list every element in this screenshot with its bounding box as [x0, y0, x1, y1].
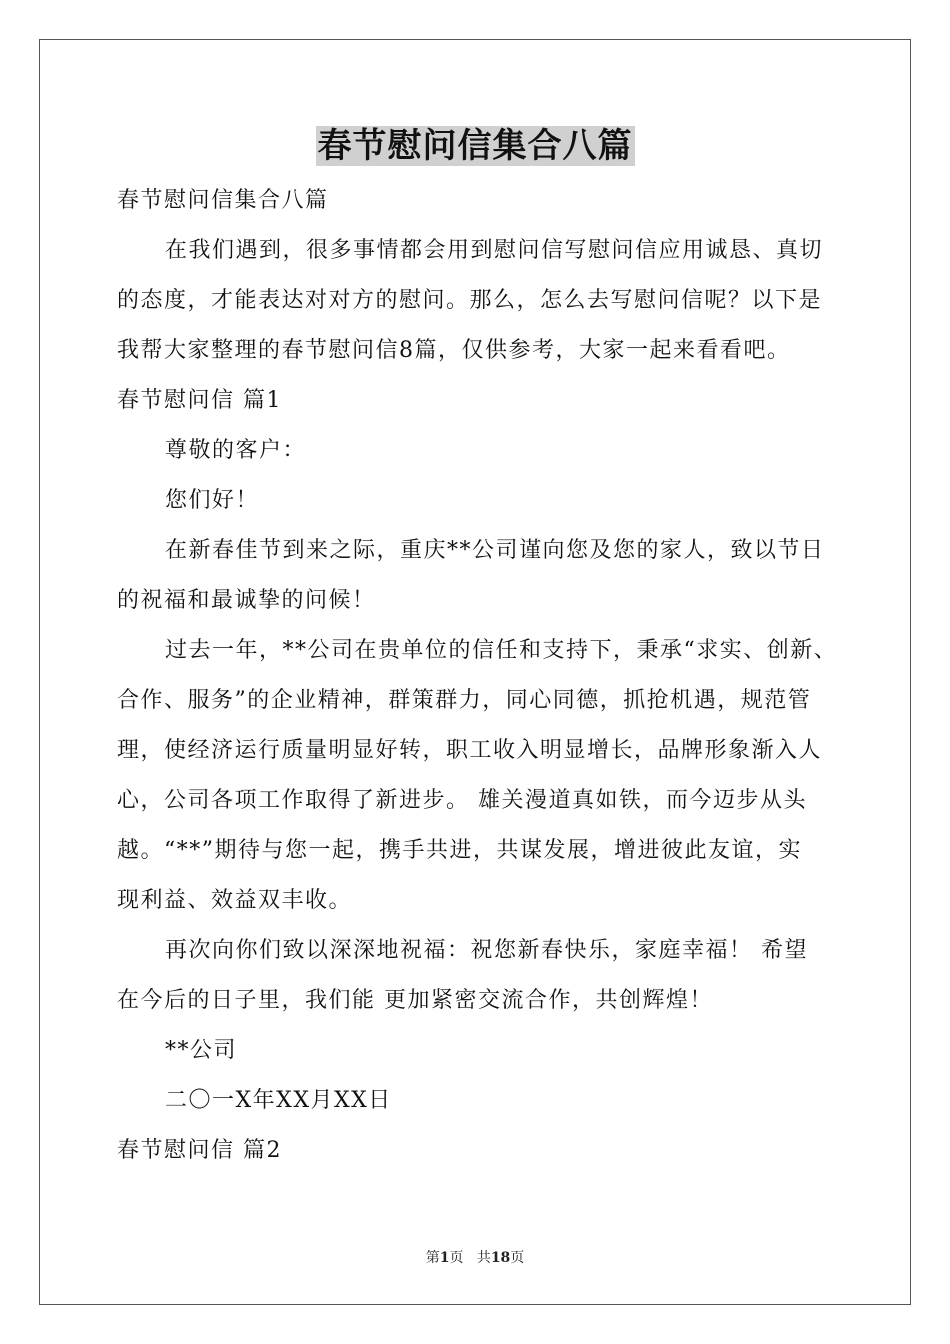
document-title-container [0, 122, 950, 170]
paragraph-line: 在今后的日子里，我们能 更加紧密交流合作，共创辉煌！ [117, 988, 713, 1013]
document-title: 春节慰问信集合八篇 [317, 126, 633, 166]
paragraph-line: 的祝福和最诚挚的问候！ [117, 588, 376, 613]
footer-total-prefix: 共 [476, 1250, 491, 1266]
paragraph-line: 春节慰问信集合八篇 [117, 188, 329, 213]
paragraph-line: 尊敬的客户： [165, 438, 307, 463]
footer-page-number: 1 [439, 1250, 450, 1266]
paragraph-line: 在新春佳节到来之际，重庆**公司谨向您及您的家人，致以节日 [165, 538, 825, 563]
paragraph-line: 过去一年，**公司在贵单位的信任和支持下，秉承“求实、创新、 [165, 638, 838, 663]
footer-total-pages: 18 [490, 1250, 511, 1266]
paragraph-line: 春节慰问信 篇2 [117, 1138, 282, 1163]
paragraph-line: **公司 [165, 1038, 238, 1063]
paragraph-line: 春节慰问信 篇1 [117, 388, 282, 413]
footer-page-prefix: 第 [425, 1250, 440, 1266]
page-footer [0, 1248, 950, 1268]
document-body [117, 176, 842, 1176]
paragraph-line: 二〇一X年XX月XX日 [165, 1088, 392, 1113]
paragraph-line: 现利益、效益双丰收。 [117, 888, 353, 913]
paragraph-line: 再次向你们致以深深地祝福：祝您新春快乐，家庭幸福！ 希望 [165, 938, 808, 963]
paragraph-line: 理，使经济运行质量明显好转，职工收入明显增长，品牌形象渐入人 [117, 738, 823, 763]
paragraph-line: 我帮大家整理的春节慰问信8篇，仅供参考，大家一起来看看吧。 [117, 338, 791, 363]
paragraph-line: 越。“**”期待与您一起，携手共进，共谋发展，增进彼此友谊，实 [117, 838, 802, 863]
footer-total-suffix: 页 [510, 1250, 525, 1266]
footer-page-suffix: 页 [449, 1250, 464, 1266]
paragraph-line: 心，公司各项工作取得了新进步。 雄关漫道真如铁，而今迈步从头 [117, 788, 807, 813]
paragraph-line: 您们好！ [165, 488, 260, 513]
paragraph-line: 在我们遇到，很多事情都会用到慰问信写慰问信应用诚恳、真切 [165, 238, 824, 263]
paragraph-line: 的态度，才能表达对对方的慰问。那么，怎么去写慰问信呢？以下是 [117, 288, 823, 313]
paragraph-line: 合作、服务”的企业精神，群策群力，同心同德，抓抢机遇，规范管 [117, 688, 812, 713]
